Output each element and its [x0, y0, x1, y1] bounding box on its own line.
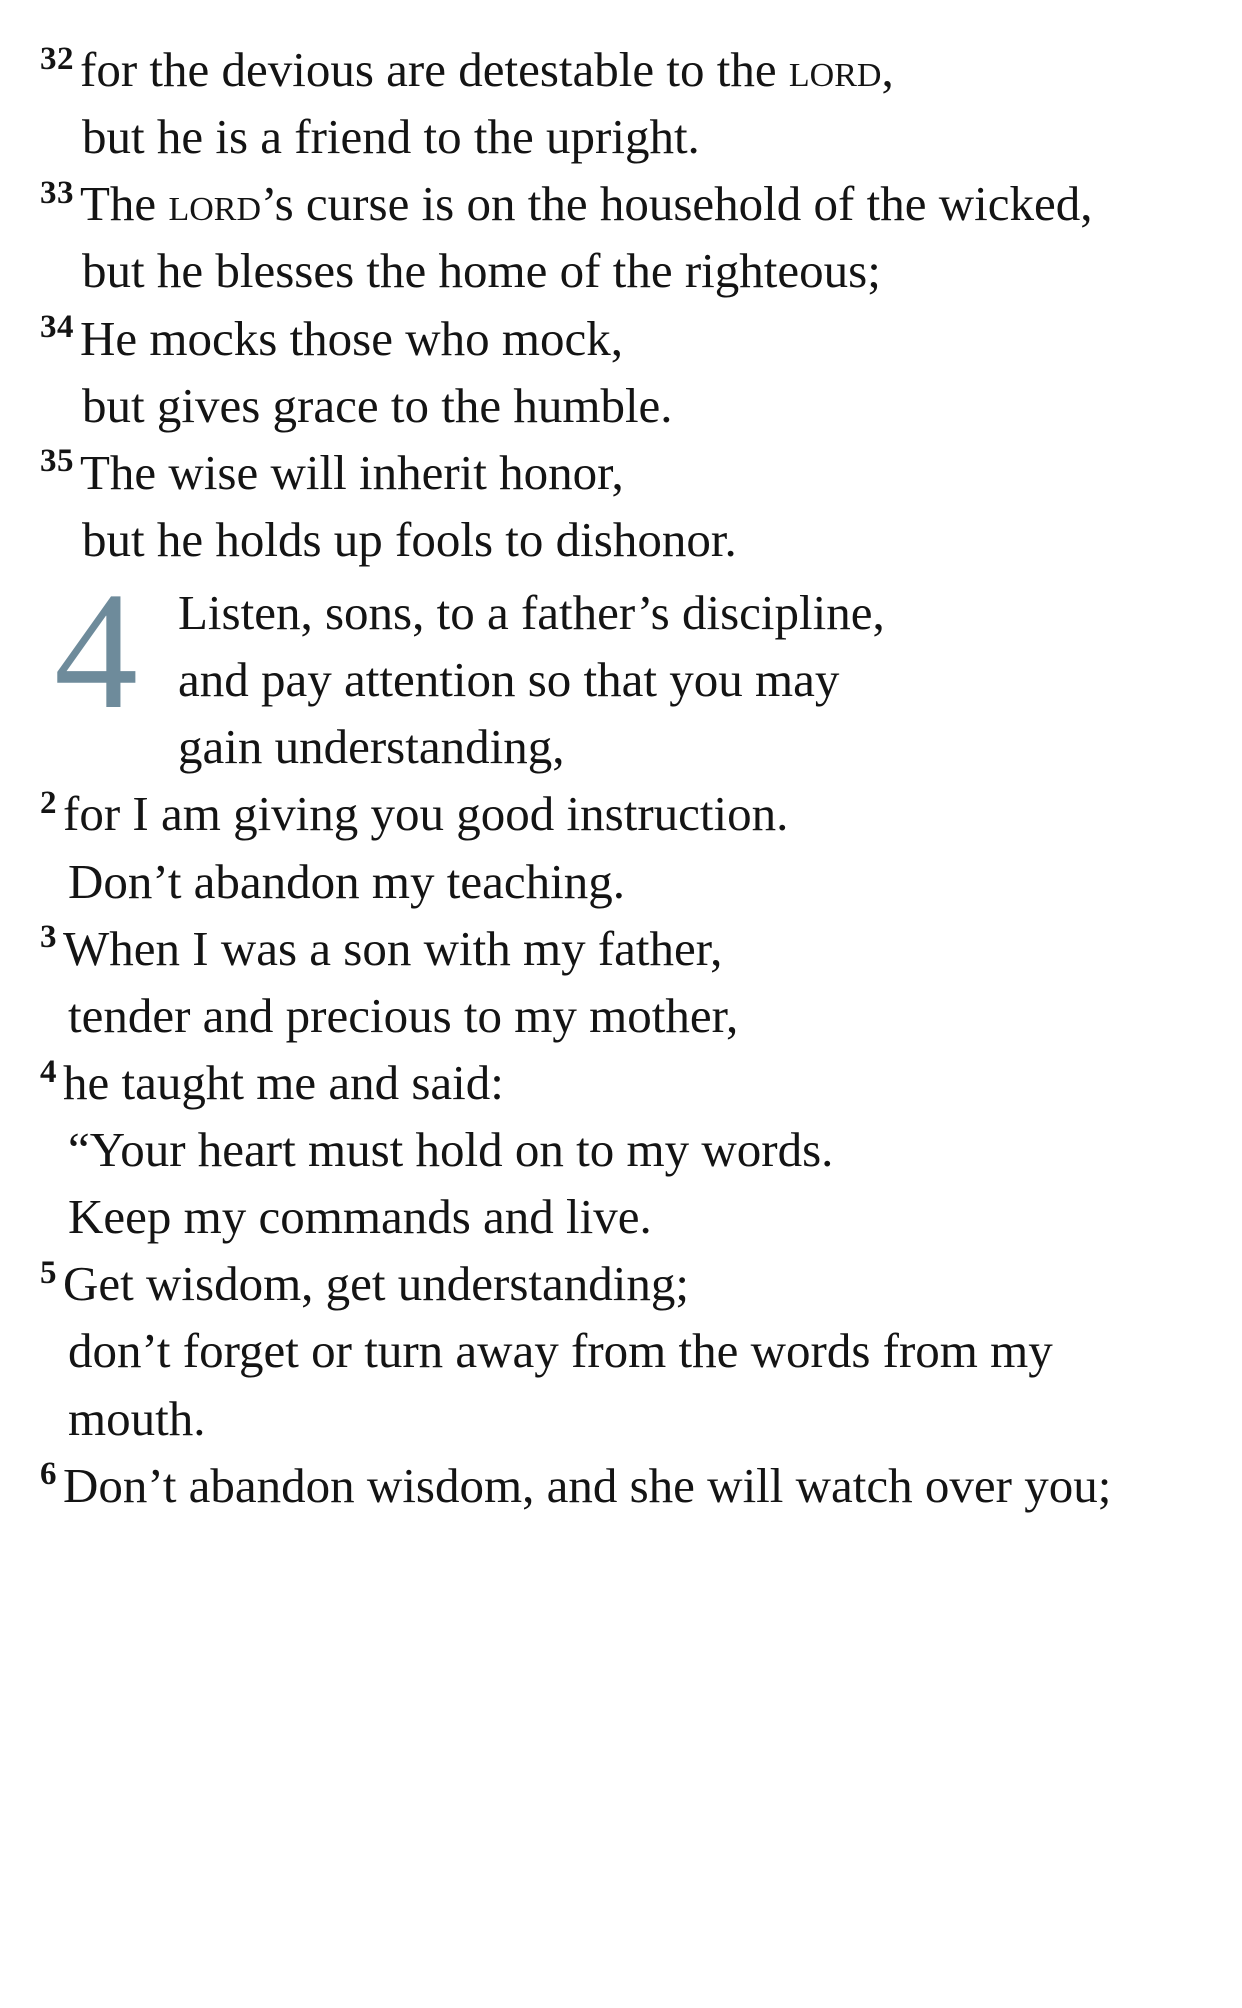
verse-6: [40, 1452, 1202, 1519]
verse-3: [40, 915, 1202, 1049]
verse-text: Get wisdom, get understanding;: [63, 1256, 690, 1312]
chapter-body: [40, 780, 1202, 1518]
verse-line: but gives grace to the humble.: [82, 377, 673, 433]
verse-34: [40, 305, 1202, 439]
verse-text: The wise will inherit honor,: [80, 444, 624, 500]
verse-line: [40, 439, 1202, 506]
verse-line: gain understanding,: [178, 719, 565, 775]
verse-line: but he blesses the home of the righteous;: [82, 243, 881, 299]
verse-line: tender and precious to my mother,: [68, 987, 739, 1043]
verse-line: but he holds up fools to dishonor.: [82, 511, 737, 567]
verse-number: 34: [40, 309, 74, 346]
verse-line: [40, 915, 1202, 982]
verse-number: 6: [40, 1456, 57, 1493]
verse-line: [40, 1049, 1202, 1116]
verse-2: [40, 780, 1202, 914]
verse-line: Don’t abandon my teaching.: [68, 853, 626, 909]
verse-text-tail: ’s curse is on the household of the wicked,: [261, 176, 1093, 232]
verse-line: [40, 1250, 1202, 1317]
verse-number: 4: [40, 1053, 57, 1090]
verse-number: 35: [40, 443, 74, 480]
divine-name: lord: [788, 42, 882, 97]
verse-line: [40, 305, 1202, 372]
verse-line: [40, 780, 1202, 847]
verse-text: The: [80, 176, 169, 232]
verse-line: and pay attention so that you may: [178, 652, 840, 708]
verse-text: When I was a son with my father,: [63, 920, 723, 976]
verse-line: but he is a friend to the upright.: [82, 109, 700, 165]
verse-text: He mocks those who mock,: [80, 310, 623, 366]
verse-line: don’t forget or turn away from the words from my mouth.: [68, 1323, 1053, 1446]
divine-name: lord: [168, 176, 261, 232]
verse-number: 33: [40, 174, 74, 211]
verse-4: [40, 1049, 1202, 1250]
verse-text: he taught me and said:: [63, 1054, 504, 1110]
verse-line: Listen, sons, to a father’s discipline,: [178, 585, 885, 640]
verse-text: for the devious are detestable to the: [80, 42, 789, 97]
chapter-opening: [40, 558, 1202, 780]
verse-35: [40, 439, 1202, 573]
verse-line: [40, 1452, 1202, 1519]
verse-number: 5: [40, 1254, 57, 1291]
verse-5: [40, 1250, 1202, 1451]
verse-number: 2: [40, 785, 57, 822]
chapter-number-dropcap: 4: [54, 558, 138, 744]
verse-32: [40, 36, 1202, 170]
verse-line: [40, 170, 1202, 237]
verse-number: 3: [40, 919, 57, 956]
verse-line: Keep my commands and live.: [68, 1189, 652, 1245]
verse-line: “Your heart must hold on to my words.: [68, 1122, 834, 1177]
passage-body: [40, 36, 1202, 1519]
verse-number: 32: [40, 40, 74, 77]
verse-line: [40, 36, 1202, 103]
verse-text-tail: ,: [881, 42, 894, 97]
verse-text: Don’t abandon wisdom, and she will watch over you;: [63, 1457, 1112, 1513]
chapter-first-verse: [152, 579, 1202, 780]
verse-text: for I am giving you good instruction.: [63, 786, 789, 842]
verse-33: [40, 170, 1202, 304]
